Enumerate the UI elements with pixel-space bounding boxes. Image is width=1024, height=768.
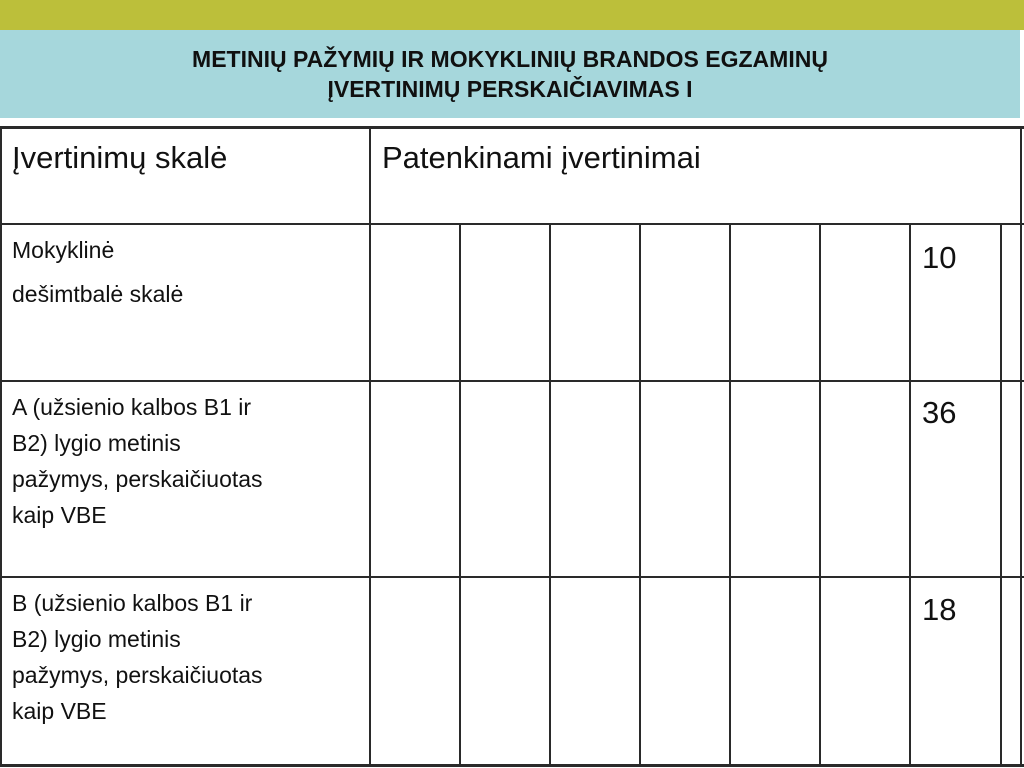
row-label-line: B2) lygio metinis [12,626,181,652]
table-divider-row1 [0,380,1024,382]
table-col-divider [1000,223,1002,767]
table-border-left [0,126,2,767]
row-label-line: pažymys, perskaičiuotas [12,466,263,492]
header-scale: Įvertinimų skalė [12,140,228,175]
table-border-bottom [0,764,1024,767]
row-label-school-scale [12,228,183,316]
slide-title-line-1: METINIŲ PAŽYMIŲ IR MOKYKLINIŲ BRANDOS EGZAMINŲ [192,46,828,72]
table-col-divider [549,223,551,767]
table-col-divider [909,223,911,767]
row-label-line: dešimtbalė skalė [12,281,184,307]
row-label-b-level [12,585,263,729]
slide-title-line-2: ĮVERTINIMŲ PERSKAIČIAVIMAS I [327,76,693,102]
table-border-top [0,126,1024,129]
row-label-a-level [12,389,263,533]
table-border-right [1020,126,1022,767]
table-col-divider [459,223,461,767]
row-label-line: kaip VBE [12,502,107,528]
row-label-line: kaip VBE [12,698,107,724]
row-label-line: Mokyklinė [12,237,115,263]
table-col-divider [819,223,821,767]
row-label-line: B2) lygio metinis [12,430,181,456]
row-label-line: pažymys, perskaičiuotas [12,662,263,688]
row-label-line: A (užsienio kalbos B1 ir [12,394,252,420]
row-value: 10 [922,240,957,275]
row-value: 36 [922,395,957,430]
table-col-divider-main [369,126,371,767]
header-grades: Patenkinami įvertinimai [382,140,701,175]
row-value: 18 [922,592,957,627]
table-col-divider [639,223,641,767]
table-divider-row2 [0,576,1024,578]
table-divider-header [0,223,1024,225]
row-label-line: B (užsienio kalbos B1 ir [12,590,253,616]
table-col-divider [729,223,731,767]
